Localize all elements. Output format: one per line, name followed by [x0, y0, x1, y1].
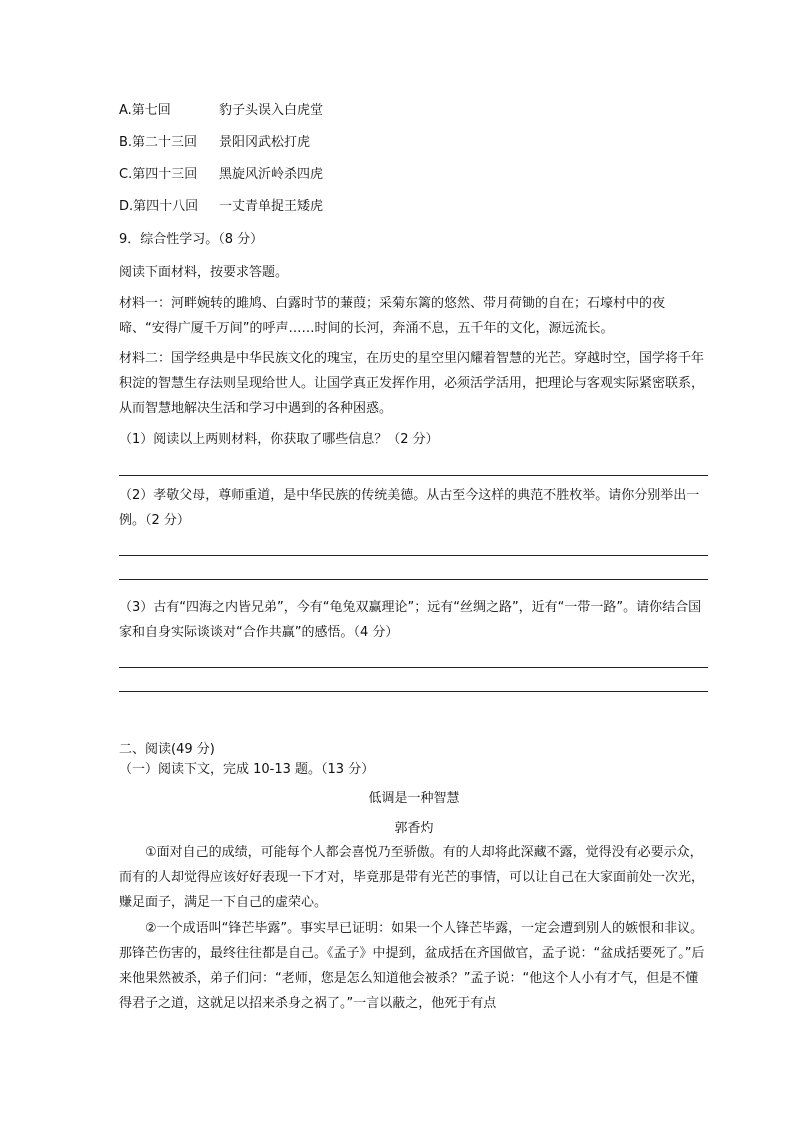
option-d-text: 一丈青单捉王矮虎: [219, 199, 324, 214]
option-b-number: B.第二十三回: [119, 135, 198, 150]
answer-line-3[interactable]: [119, 579, 708, 580]
answer-line-1[interactable]: [119, 475, 708, 476]
reading-part-1-instruction: （一）阅读下文，完成 10-13 题。（13 分）: [119, 762, 375, 777]
subquestion-2: （2）孝敬父母，尊师重道，是中华民族的传统美德。从古至今这样的典范不胜枚举。请你分别举出一例。（2 分）: [119, 488, 700, 528]
subquestion-3: （3）古有“四海之内皆兄弟”，今有“龟兔双赢理论”；远有“丝绸之路”，近有“一带一路”。请你结合国家和自身实际谈谈对“合作共赢”的感悟。（4 分）: [119, 600, 702, 640]
material-1: 材料一：河畔婉转的雎鸠、白露时节的蒹葭；采菊东篱的悠然、带月荷锄的自在；石壕村中的夜啼、“安得广厦千万间”的呼声……时间的长河，奔涌不息，五千年的文化，源远流长。: [119, 296, 666, 336]
option-d: [119, 198, 323, 216]
option-b-text: 景阳冈武松打虎: [219, 135, 311, 150]
option-a: [119, 102, 323, 120]
option-d-number: D.第四十八回: [119, 199, 199, 214]
question-9-instruction: 阅读下面材料，按要求答题。: [119, 265, 289, 280]
option-c: [119, 166, 323, 184]
section-heading: 二、阅读(49 分): [119, 742, 215, 757]
answer-line-5[interactable]: [119, 691, 708, 692]
article-author: 郭香灼: [394, 821, 434, 836]
question-9-title: 9．综合性学习。（8 分）: [119, 232, 264, 247]
option-c-text: 黑旋风沂岭杀四虎: [219, 167, 324, 182]
answer-line-4[interactable]: [119, 667, 708, 668]
option-b: [119, 134, 310, 152]
subquestion-1: （1）阅读以上两则材料，你获取了哪些信息？（2 分）: [119, 432, 439, 447]
answer-line-2[interactable]: [119, 555, 708, 556]
article-title: 低调是一种智慧: [368, 791, 460, 806]
option-c-number: C.第四十三回: [119, 167, 198, 182]
article-paragraph-1: ①面对自己的成绩，可能每个人都会喜悦乃至骄傲。有的人却将此深藏不露，觉得没有必要示众，而有的人却觉得应该好好表现一下才对，毕竟那是带有光芒的事情，可以让自己在大家面前处一次光，赚足面子，满足一下自己的虚荣心。: [119, 845, 705, 910]
option-a-text: 豹子头误入白虎堂: [219, 103, 324, 118]
material-2: 材料二：国学经典是中华民族文化的瑰宝，在历史的星空里闪耀着智慧的光芒。穿越时空，国学将千年积淀的智慧生存法则呈现给世人。让国学真正发挥作用，必须活学活用，把理论与客观实际紧密联系，从而智慧地解决生活和学习中遇到的各种困惑。: [119, 351, 705, 416]
option-a-number: A.第七回: [119, 103, 171, 118]
article-paragraph-2: ②一个成语叫“锋芒毕露”。事实早已证明：如果一个人锋芒毕露，一定会遭到别人的嫉恨和非议。那锋芒伤害的，最终往往都是自己。《孟子》中提到，盆成括在齐国做官，孟子说：“盆成括要死了。”后来他果然被杀，弟子们问：“老师，您是怎么知道他会被杀？”孟子说：“他这个人小有才气，但是不懂得君子之道，这就足以招来杀身之祸了。”一言以蔽之，他死于有点: [119, 921, 705, 1011]
